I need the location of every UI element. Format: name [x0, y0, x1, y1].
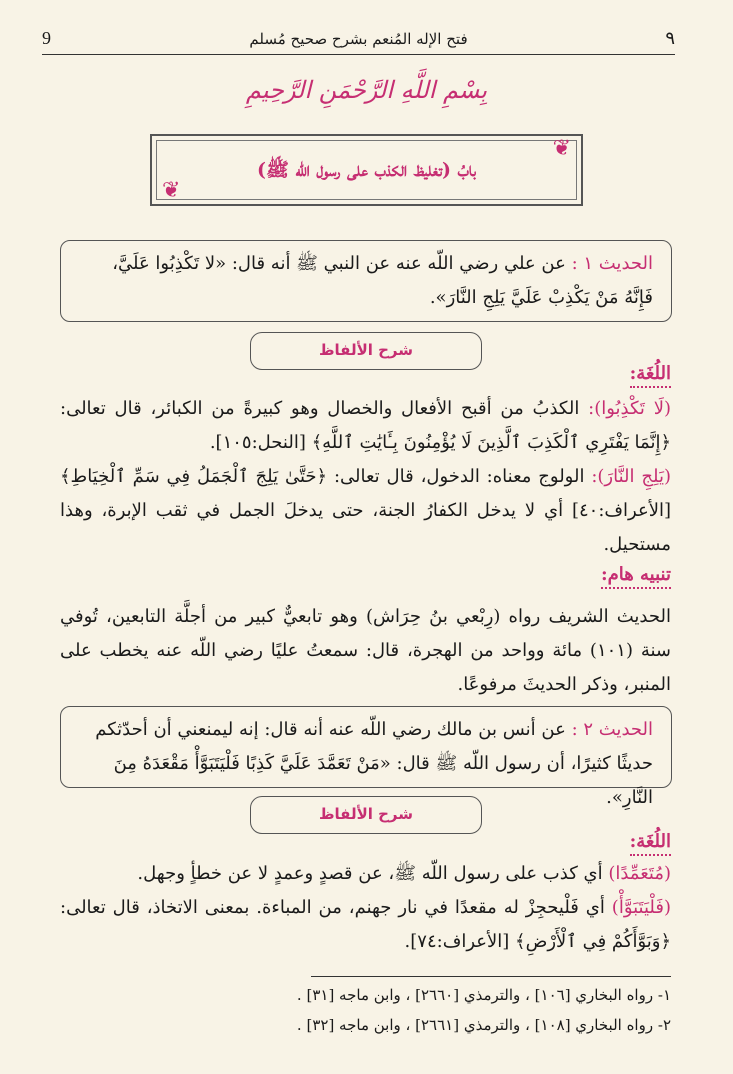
- basmala: بِسْمِ اللَّهِ الرَّحْمَنِ الرَّحِيمِ: [245, 76, 488, 104]
- footnote-1: ١- رواه البخاري [١٠٦] ، والترمذي [٢٦٦٠] ، وابن ماجه [٣١] .: [296, 986, 671, 1004]
- entry-term: (مُتَعَمِّدًا): [608, 863, 671, 884]
- entry-term: (لَا تَكْذِبُوا):: [588, 398, 672, 419]
- floral-ornament-icon: ❦: [552, 136, 571, 161]
- page-number-latin: 9: [42, 28, 51, 48]
- chapter-frame: [150, 134, 583, 206]
- floral-ornament-icon: ❦: [162, 178, 181, 203]
- page-header: [42, 28, 675, 52]
- entry-yalij-annar: [60, 460, 671, 562]
- hadith-box-2: [60, 706, 672, 808]
- entry-mutaammidan: [60, 857, 671, 891]
- chapter-title: بابُ (تغليظ الكذب على رسول الله ﷺ): [257, 159, 476, 181]
- hadith-label: الحديث ٢ :: [571, 719, 653, 740]
- header-rule: [42, 54, 675, 55]
- entry-text: الولوج معناه: الدخول، قال تعالى: ﴿حَتَّىٰ يَلِجَ ٱلْجَمَلُ فِي سَمِّ ٱلْخِيَاطِ﴾ [الأعراف:٤٠] أي لا يدخل الكفارُ الجنة، حتى يدخلَ الجمل في ثقب الإبرة، وهذا مستحيل.: [60, 466, 671, 555]
- hadith-text: عن علي رضي اللّه عنه عن النبي ﷺ أنه قال: «لا تَكْذِبُوا عَلَيَّ، فَإِنَّهُ مَنْ يَكْذِبْ عَلَيَّ يَلِجِ النَّارَ».: [112, 253, 653, 308]
- entry-term: (يَلِجِ النَّارَ):: [591, 466, 671, 487]
- entry-term: (فَلْيَتَبَوَّأْ): [611, 897, 671, 918]
- hadith-box-1: [60, 240, 672, 322]
- entry-falyatabawwa: [60, 891, 671, 959]
- page-number-arabic: ٩: [665, 28, 675, 49]
- entry-text: أي فَلْيحجِزْ له مقعدًا في نار جهنم، من المباءة. بمعنى الاتخاذ، قال تعالى: ﴿وَبَوَّأَكُمْ فِي ٱلْأَرْضِ﴾ [الأعراف:٧٤].: [60, 897, 671, 952]
- notice-text: الحديث الشريف رواه (رِبْعي بنُ حِرَاش) وهو تابعيٌّ كبير من أجلَّة التابعين، تُوفي سنة (١٠١) مائة وواحد من الهجرة، قال: سمعتُ عليًا رضي اللّه عنه يخطب على المنبر، وذكر الحديثَ مرفوعًا.: [60, 606, 671, 695]
- entry-text: الكذبُ من أقبح الأفعال والخصال وهو كبيرةً من الكبائر، قال تعالى: ﴿إِنَّمَا يَفْتَرِي ٱلْكَذِبَ ٱلَّذِينَ لَا يُؤْمِنُونَ بِـَٔايَٰتِ ٱللَّهِ﴾ [النحل:١٠٥].: [60, 398, 671, 453]
- footnote-2: ٢- رواه البخاري [١٠٨] ، والترمذي [٢٦٦١] ، وابن ماجه [٣٢] .: [296, 1016, 671, 1034]
- hadith-label: الحديث ١ :: [571, 253, 653, 274]
- entry-text: أي كذب على رسول اللّه ﷺ، عن قصدٍ وعمدٍ لا عن خطأٍ وجهل.: [137, 863, 603, 884]
- notice-heading: تنبيه هام:: [601, 563, 671, 589]
- language-heading: اللُغَة:: [630, 362, 671, 388]
- entry-la-takdhibu: [60, 392, 671, 460]
- vocab-heading-2: شرح الألفاظ: [250, 796, 482, 834]
- footnote-rule: [311, 976, 671, 977]
- hadith-text: عن أنس بن مالك رضي اللّه عنه أنه قال: إنه ليمنعني أن أحدّثكم حديثًا كثيرًا، أن رسول اللّه ﷺ قال: «مَنْ تَعَمَّدَ عَلَيَّ كَذِبًا فَلْيَتَبَوَّأْ مَقْعَدَهُ مِنَ النَّارِ».: [95, 719, 653, 808]
- vocab-heading: شرح الألفاظ: [250, 332, 482, 370]
- running-title: فتح الإله المُنعم بشرح صحيح مُسلم: [249, 30, 468, 48]
- language-heading-2: اللُغَة:: [630, 830, 671, 856]
